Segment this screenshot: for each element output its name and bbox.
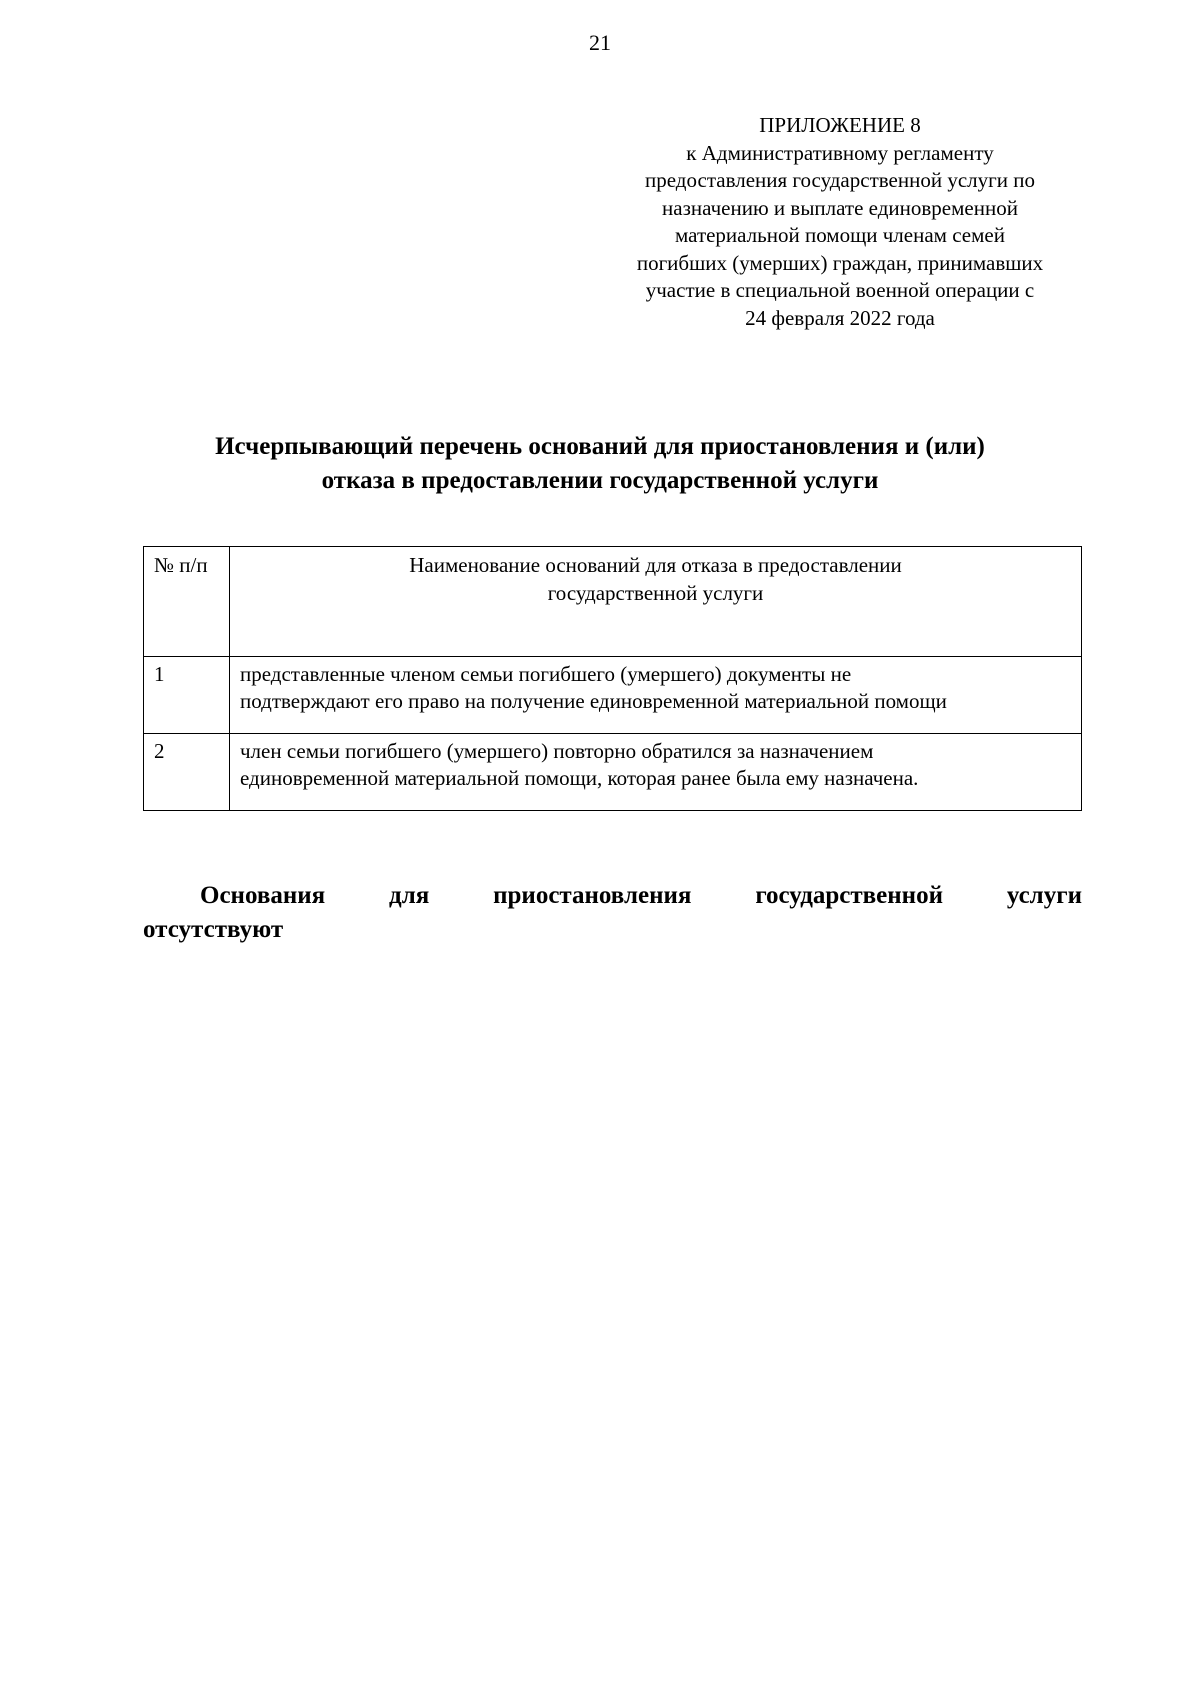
column-header-name xyxy=(230,547,1082,657)
grounds-table xyxy=(143,546,1082,811)
row-ground-text xyxy=(230,734,1082,811)
appendix-line: погибших (умерших) граждан, принимавших xyxy=(636,250,1044,275)
row-number: 2 xyxy=(144,734,230,811)
appendix-block xyxy=(600,112,1080,332)
appendix-line: предоставления государственной услуги по xyxy=(645,168,1035,192)
final-statement-word: услуги xyxy=(1006,882,1082,909)
final-statement-line xyxy=(143,879,1082,913)
page-number: 21 xyxy=(589,30,611,55)
appendix-line: участие в специальной военной операции с xyxy=(645,278,1035,302)
appendix-line: назначению и выплате единовременной xyxy=(662,195,1018,220)
document-title-line: Исчерпывающий перечень оснований для приостановления и (или) xyxy=(215,433,985,460)
final-statement-word: Основания xyxy=(200,882,326,909)
document-title-line: отказа в предоставлении государственной услуги xyxy=(321,467,879,494)
column-header-number: № п/п xyxy=(144,547,230,657)
row-ground-line: подтверждают его право на получение единовременной материальной помощи xyxy=(240,689,947,713)
column-header-name-line: государственной услуги xyxy=(547,581,764,605)
table-header-row xyxy=(144,547,1082,657)
document-title xyxy=(0,430,1200,498)
appendix-heading: ПРИЛОЖЕНИЕ 8 xyxy=(759,113,921,137)
final-statement-word: приостановления xyxy=(493,882,692,909)
row-number: 1 xyxy=(144,657,230,734)
row-ground-text xyxy=(230,657,1082,734)
final-statement-word: государственной xyxy=(755,882,943,909)
appendix-line: к Административному регламенту xyxy=(686,140,994,165)
final-statement xyxy=(143,879,1082,947)
row-ground-line: представленные членом семьи погибшего (умершего) документы не xyxy=(240,662,852,686)
table-row xyxy=(144,734,1082,811)
final-statement-line: отсутствуют xyxy=(143,916,284,943)
final-statement-word: для xyxy=(389,882,430,909)
column-header-name-line: Наименование оснований для отказа в предоставлении xyxy=(409,553,902,577)
row-ground-line: единовременной материальной помощи, которая ранее была ему назначена. xyxy=(240,766,919,790)
appendix-line: материальной помощи членам семей xyxy=(675,223,1005,247)
row-ground-line: член семьи погибшего (умершего) повторно обратился за назначением xyxy=(240,739,874,763)
appendix-line: 24 февраля 2022 года xyxy=(745,305,935,330)
table-row xyxy=(144,657,1082,734)
